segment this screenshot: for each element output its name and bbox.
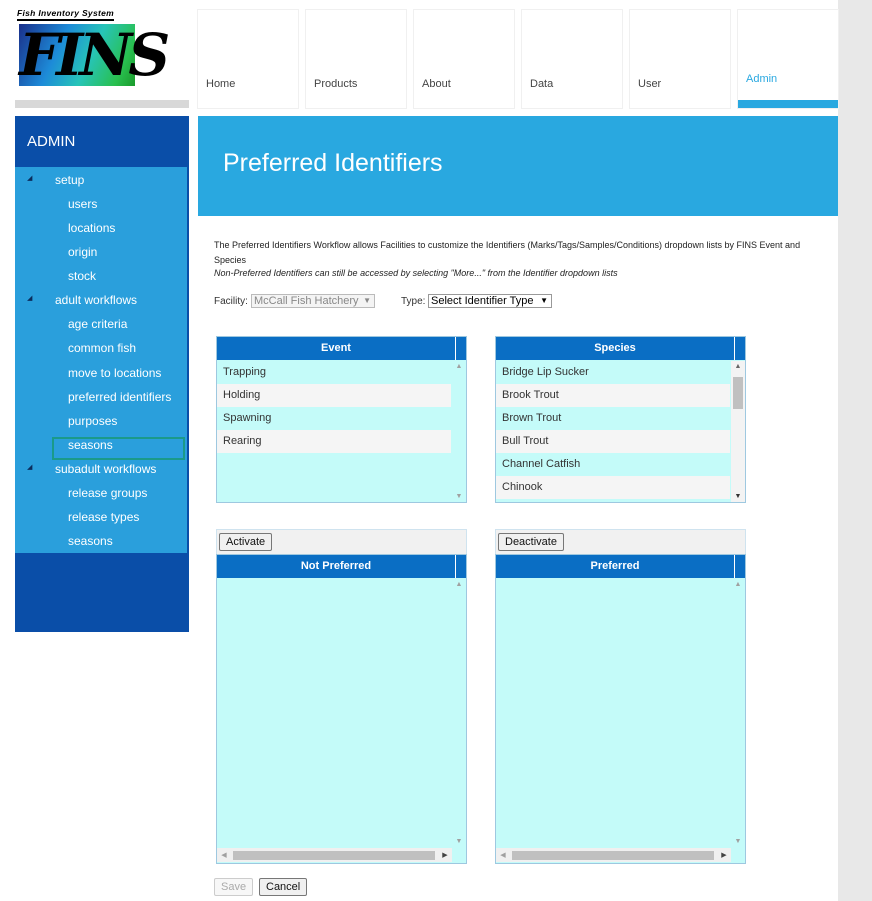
logo-underbar [15,100,189,108]
scroll-right-icon[interactable]: ▶ [442,852,448,859]
scroll-up-icon[interactable]: ▲ [734,581,742,588]
not-preferred-hscroll[interactable] [217,848,452,862]
sidebar-item-setup[interactable]: setup [55,173,85,187]
page-banner [198,116,838,216]
grid-header-spacer [455,555,466,578]
scroll-up-icon[interactable]: ▲ [734,363,742,370]
nav-tab-user[interactable] [630,10,730,108]
workflow-note: Non-Preferred Identifiers can still be accessed by selecting "More..." from the Identifier dropdown lists [214,268,618,278]
grid-header-spacer [455,337,466,360]
not-preferred-toolbar [216,529,467,555]
event-row-trapping[interactable]: Trapping [217,361,451,384]
event-grid-scrollbar[interactable] [452,361,466,502]
fins-logo[interactable] [15,8,189,108]
sidebar-item-stock[interactable]: stock [68,269,97,283]
scroll-down-icon[interactable]: ▼ [455,493,463,500]
sidebar-item-purposes[interactable]: purposes [68,414,118,428]
scroll-down-icon[interactable]: ▼ [734,838,742,845]
page-gutter [838,0,872,901]
event-row-holding[interactable]: Holding [217,384,451,407]
active-tab-indicator [738,100,838,108]
event-grid-header: Event [217,337,455,360]
scroll-up-icon[interactable]: ▲ [455,581,463,588]
sidebar-item-move-to-locations[interactable]: move to locations [68,366,162,380]
expanded-arrow-icon[interactable]: ◢ [27,464,33,471]
nav-tab-label: Products [314,78,358,90]
sidebar-item-seasons[interactable]: seasons [68,438,113,452]
preferred-hscroll[interactable] [496,848,731,862]
scroll-down-icon[interactable]: ▼ [734,493,742,500]
not-preferred-grid [216,554,467,864]
facility-value: McCall Fish Hatchery [254,295,359,307]
facility-select[interactable] [251,294,375,308]
sidebar-header [15,116,189,167]
page-title: Preferred Identifiers [223,149,443,177]
sidebar-item-subadult-workflows[interactable]: subadult workflows [55,462,157,476]
species-row[interactable]: Brook Trout [496,384,730,407]
grid-header-spacer [734,337,745,360]
scroll-right-icon[interactable]: ▶ [721,852,727,859]
species-grid-scrollbar[interactable] [731,361,745,502]
preferred-vscroll[interactable] [731,579,745,847]
species-grid [495,336,746,503]
nav-tab-data[interactable] [522,10,622,108]
event-row-spawning[interactable]: Spawning [217,407,451,430]
nav-tab-label: User [638,78,662,90]
workflow-description: The Preferred Identifiers Workflow allows Facilities to customize the Identifiers (Marks/Tags/Samples/Conditions) dropdown lists by FINS Event and Species [214,240,801,265]
species-row[interactable]: Brown Trout [496,407,730,430]
event-grid [216,336,467,503]
sidebar-item-origin[interactable]: origin [68,245,98,259]
nav-tab-label: About [422,78,451,90]
nav-tab-products[interactable] [306,10,406,108]
sidebar-menu [15,167,187,553]
preferred-toolbar [495,529,746,555]
type-label: Type: [401,296,426,307]
nav-tab-label: Home [206,78,236,90]
activate-button[interactable]: Activate [219,533,272,551]
sidebar-item-release-groups[interactable]: release groups [68,486,148,500]
sidebar-item-locations[interactable]: locations [68,221,116,235]
expanded-arrow-icon[interactable]: ◢ [27,295,33,302]
scroll-thumb[interactable] [512,851,714,860]
sidebar-item-adult-workflows[interactable]: adult workflows [55,293,138,307]
sidebar-item-release-types[interactable]: release types [68,510,140,524]
logo-title: Fish Inventory System [17,8,114,21]
deactivate-button[interactable]: Deactivate [498,533,564,551]
scroll-thumb[interactable] [233,851,435,860]
preferred-grid [495,554,746,864]
sidebar-item-common-fish[interactable]: common fish [68,341,137,355]
not-preferred-vscroll[interactable] [452,579,466,847]
sidebar-item-preferred-identifiers[interactable]: preferred identifiers [68,390,172,404]
preferred-header: Preferred [496,555,734,578]
grid-header-spacer [734,555,745,578]
sidebar-item-subadult-seasons[interactable]: seasons [68,534,113,548]
scroll-down-icon[interactable]: ▼ [455,838,463,845]
cancel-button[interactable]: Cancel [259,878,307,896]
not-preferred-header: Not Preferred [217,555,455,578]
scroll-left-icon[interactable]: ◀ [221,852,227,859]
event-row-rearing[interactable]: Rearing [217,430,451,453]
species-row[interactable]: Bull Trout [496,430,730,453]
facility-label: Facility: [214,296,248,307]
scroll-thumb[interactable] [733,377,743,409]
nav-tab-label: Data [530,78,554,90]
species-row[interactable]: Chinook [496,476,730,499]
nav-tab-about[interactable] [414,10,514,108]
chevron-down-icon: ▼ [540,296,548,305]
sidebar-item-users[interactable]: users [68,197,98,211]
save-button[interactable]: Save [214,878,253,896]
species-row[interactable]: Channel Catfish [496,453,730,476]
chevron-down-icon: ▼ [363,296,371,305]
species-grid-header: Species [496,337,734,360]
sidebar-item-age-criteria[interactable]: age criteria [68,317,128,331]
nav-tab-label: Admin [746,73,778,85]
species-row[interactable]: Bridge Lip Sucker [496,361,730,384]
admin-sidebar [15,116,189,632]
sidebar-title: ADMIN [27,133,76,150]
identifier-type-select[interactable] [428,294,552,308]
expanded-arrow-icon[interactable]: ◢ [27,175,33,182]
scroll-up-icon[interactable]: ▲ [455,363,463,370]
scroll-left-icon[interactable]: ◀ [500,852,506,859]
nav-tab-admin[interactable] [738,10,838,108]
identifier-type-value: Select Identifier Type [431,295,534,307]
nav-tab-home[interactable] [198,10,298,108]
logo-text: FINS [19,21,167,89]
